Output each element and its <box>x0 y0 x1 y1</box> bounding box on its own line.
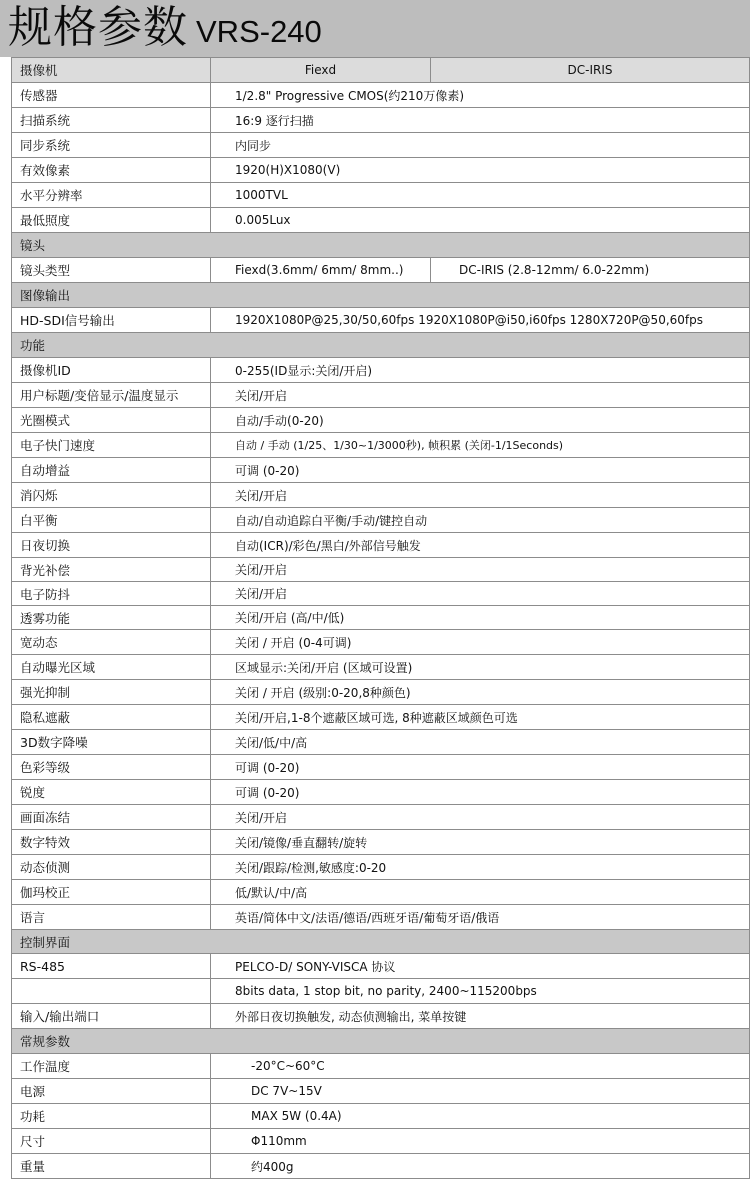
row-value: 关闭/开启 <box>211 483 750 508</box>
row-label: 动态侦测 <box>12 855 211 880</box>
row-value: 关闭/开启 (高/中/低) <box>211 606 750 630</box>
section-row-lens <box>12 233 750 258</box>
spec-table <box>11 57 750 1179</box>
model-name: VRS-240 <box>196 14 322 49</box>
row-label: 透雾功能 <box>12 606 211 630</box>
table-row <box>12 308 750 333</box>
table-row <box>12 508 750 533</box>
row-label: 伽玛校正 <box>12 880 211 905</box>
table-row <box>12 780 750 805</box>
row-value: 自动/自动追踪白平衡/手动/键控自动 <box>211 508 750 533</box>
row-value: 0-255(ID显示:关闭/开启) <box>211 358 750 383</box>
row-value: DC 7V~15V <box>211 1079 750 1104</box>
row-label: 镜头类型 <box>12 258 211 283</box>
row-label: 3D数字降噪 <box>12 730 211 755</box>
table-row <box>12 133 750 158</box>
row-label: 强光抑制 <box>12 680 211 705</box>
row-label-empty <box>12 979 211 1004</box>
table-row <box>12 108 750 133</box>
row-value: 16:9 逐行扫描 <box>211 108 750 133</box>
table-row <box>12 1004 750 1029</box>
table-row <box>12 383 750 408</box>
table-row <box>12 855 750 880</box>
row-label: RS-485 <box>12 954 211 979</box>
row-label: 输入/输出端口 <box>12 1004 211 1029</box>
table-row <box>12 655 750 680</box>
row-label: HD-SDI信号输出 <box>12 308 211 333</box>
table-row <box>12 83 750 108</box>
row-value: 自动(ICR)/彩色/黑白/外部信号触发 <box>211 533 750 558</box>
table-row <box>12 408 750 433</box>
row-label: 扫描系统 <box>12 108 211 133</box>
section-row-function <box>12 333 750 358</box>
section-title: 镜头 <box>12 233 750 258</box>
table-row <box>12 358 750 383</box>
row-label: 锐度 <box>12 780 211 805</box>
page-title: 规格参数 <box>8 2 188 53</box>
row-value: 约400g <box>211 1154 750 1179</box>
row-label: 画面冻结 <box>12 805 211 830</box>
row-value: 可调 (0-20) <box>211 780 750 805</box>
table-row <box>12 680 750 705</box>
row-label: 自动增益 <box>12 458 211 483</box>
row-value: 8bits data, 1 stop bit, no parity, 2400~115200bps <box>211 979 750 1004</box>
row-label: 语言 <box>12 905 211 930</box>
table-row <box>12 183 750 208</box>
table-row <box>12 630 750 655</box>
row-label: 电子快门速度 <box>12 433 211 458</box>
table-header-row <box>12 58 750 83</box>
table-row <box>12 483 750 508</box>
row-value: 自动/手动(0-20) <box>211 408 750 433</box>
row-value: 1920X1080P@25,30/50,60fps 1920X1080P@i50,i60fps 1280X720P@50,60fps <box>211 308 750 333</box>
row-value: 英语/简体中文/法语/德语/西班牙语/葡萄牙语/俄语 <box>211 905 750 930</box>
row-label: 自动曝光区域 <box>12 655 211 680</box>
row-value: -20°C~60°C <box>211 1054 750 1079</box>
table-row <box>12 558 750 582</box>
row-value: 区域显示:关闭/开启 (区域可设置) <box>211 655 750 680</box>
row-label: 色彩等级 <box>12 755 211 780</box>
row-label: 日夜切换 <box>12 533 211 558</box>
table-row <box>12 880 750 905</box>
header-col-dciris: DC-IRIS <box>431 58 750 83</box>
row-value: 关闭 / 开启 (级别:0-20,8种颜色) <box>211 680 750 705</box>
row-label: 电源 <box>12 1079 211 1104</box>
row-label: 最低照度 <box>12 208 211 233</box>
row-label: 尺寸 <box>12 1129 211 1154</box>
table-row <box>12 458 750 483</box>
row-label: 消闪烁 <box>12 483 211 508</box>
section-title: 控制界面 <box>12 930 750 954</box>
section-row-control <box>12 930 750 954</box>
table-row <box>12 730 750 755</box>
table-row <box>12 905 750 930</box>
row-label: 水平分辨率 <box>12 183 211 208</box>
row-value: 1/2.8" Progressive CMOS(约210万像素) <box>211 83 750 108</box>
table-row <box>12 954 750 979</box>
table-row <box>12 1054 750 1079</box>
table-row <box>12 755 750 780</box>
table-row <box>12 208 750 233</box>
row-value: 可调 (0-20) <box>211 458 750 483</box>
table-row <box>12 979 750 1004</box>
section-title: 图像输出 <box>12 283 750 308</box>
row-label: 传感器 <box>12 83 211 108</box>
row-value: 关闭/开启 <box>211 383 750 408</box>
row-label: 工作温度 <box>12 1054 211 1079</box>
table-row <box>12 830 750 855</box>
row-label: 用户标题/变倍显示/温度显示 <box>12 383 211 408</box>
table-row <box>12 1154 750 1179</box>
row-label: 背光补偿 <box>12 558 211 582</box>
table-row <box>12 705 750 730</box>
row-value: 内同步 <box>211 133 750 158</box>
row-value: PELCO-D/ SONY-VISCA 协议 <box>211 954 750 979</box>
row-value: 关闭/开启 <box>211 582 750 606</box>
header-bar <box>0 0 750 57</box>
table-row <box>12 433 750 458</box>
row-value-fixed: Fiexd(3.6mm/ 6mm/ 8mm..) <box>211 258 431 283</box>
row-label: 摄像机ID <box>12 358 211 383</box>
header-col-fixed: Fiexd <box>211 58 431 83</box>
section-title: 常规参数 <box>12 1029 750 1054</box>
table-row <box>12 805 750 830</box>
table-row <box>12 582 750 606</box>
table-row <box>12 606 750 630</box>
row-value: 关闭 / 开启 (0-4可调) <box>211 630 750 655</box>
table-row <box>12 533 750 558</box>
row-value: 可调 (0-20) <box>211 755 750 780</box>
row-value: 关闭/开启 <box>211 558 750 582</box>
row-value: 关闭/镜像/垂直翻转/旋转 <box>211 830 750 855</box>
row-value: 低/默认/中/高 <box>211 880 750 905</box>
table-row <box>12 1104 750 1129</box>
row-value: 1920(H)X1080(V) <box>211 158 750 183</box>
row-label: 有效像素 <box>12 158 211 183</box>
section-row-output <box>12 283 750 308</box>
row-label: 数字特效 <box>12 830 211 855</box>
row-value: 关闭/低/中/高 <box>211 730 750 755</box>
row-label: 光圈模式 <box>12 408 211 433</box>
row-value-dciris: DC-IRIS (2.8-12mm/ 6.0-22mm) <box>431 258 750 283</box>
row-value: 关闭/开启,1-8个遮蔽区域可选, 8种遮蔽区域颜色可选 <box>211 705 750 730</box>
table-row <box>12 258 750 283</box>
row-value: 外部日夜切换触发, 动态侦测输出, 菜单按键 <box>211 1004 750 1029</box>
section-row-general <box>12 1029 750 1054</box>
row-value: 1000TVL <box>211 183 750 208</box>
table-row <box>12 1079 750 1104</box>
section-title: 功能 <box>12 333 750 358</box>
row-value: 自动 / 手动 (1/25、1/30~1/3000秒), 帧积累 (关闭-1/1Seconds) <box>211 433 750 458</box>
row-label: 电子防抖 <box>12 582 211 606</box>
table-row <box>12 158 750 183</box>
row-label: 宽动态 <box>12 630 211 655</box>
table-row <box>12 1129 750 1154</box>
row-value: 关闭/开启 <box>211 805 750 830</box>
row-value: 0.005Lux <box>211 208 750 233</box>
row-label: 隐私遮蔽 <box>12 705 211 730</box>
row-label: 白平衡 <box>12 508 211 533</box>
row-label: 功耗 <box>12 1104 211 1129</box>
row-label: 同步系统 <box>12 133 211 158</box>
header-label: 摄像机 <box>12 58 211 83</box>
row-value: Φ110mm <box>211 1129 750 1154</box>
row-label: 重量 <box>12 1154 211 1179</box>
row-value: MAX 5W (0.4A) <box>211 1104 750 1129</box>
row-value: 关闭/跟踪/检测,敏感度:0-20 <box>211 855 750 880</box>
